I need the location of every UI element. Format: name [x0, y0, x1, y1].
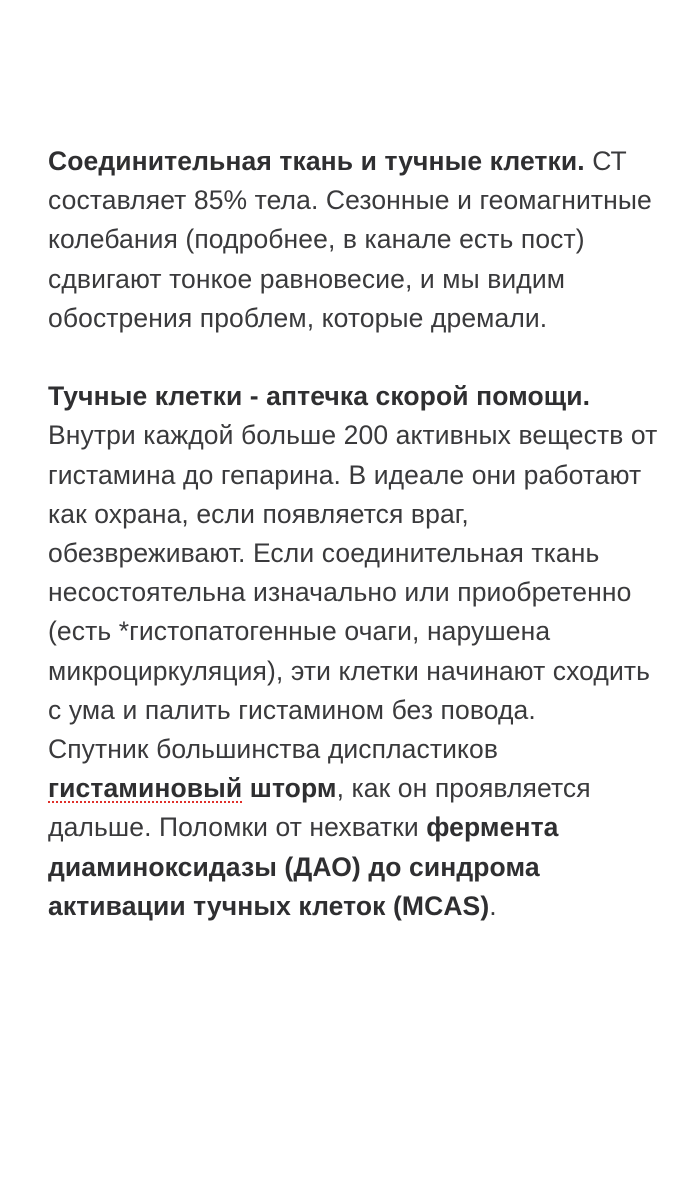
bold-enzyme-mcas: фермента диаминоксидазы (ДАО) до синдрома активации тучных клеток (MCAS)	[48, 812, 559, 921]
paragraph-mast-cells	[48, 377, 668, 730]
paragraph-connective-tissue	[48, 142, 668, 338]
misspelled-word-histamine[interactable]: гистаминовый	[48, 773, 243, 804]
paragraph-gap	[48, 338, 668, 377]
heading-mast-cells: Тучные клетки - аптечка скорой помощи.	[48, 381, 591, 412]
bold-word-storm: шторм	[242, 773, 337, 804]
paragraph-histamine-storm	[48, 730, 668, 926]
text-mast-cells: Внутри каждой больше 200 активных веществ от гистамина до гепарина. В идеале они работают как охрана, если появляется враг, обезвреживают. Если соединительная ткань несостоятельна изначально или приобретенно (есть *гистопатогенные очаги, нарушена микроциркуляция), эти клетки начинают сходить с ума и палить гистамином без повода.	[48, 420, 658, 725]
text-connective-tissue: СТ составляет 85% тела. Сезонные и геомагнитные колебания (подробнее, в канале есть пост) сдвигают тонкое равновесие, и мы видим обострения проблем, которые дремали.	[48, 146, 652, 333]
text-histamine-intro: Спутник большинства диспластиков	[48, 734, 498, 765]
text-histamine-mid: , как он проявляется дальше. Поломки от нехватки	[48, 773, 591, 843]
text-period: .	[489, 890, 497, 921]
heading-connective-tissue: Соединительная ткань и тучные клетки.	[48, 146, 585, 176]
document-body	[48, 142, 668, 926]
